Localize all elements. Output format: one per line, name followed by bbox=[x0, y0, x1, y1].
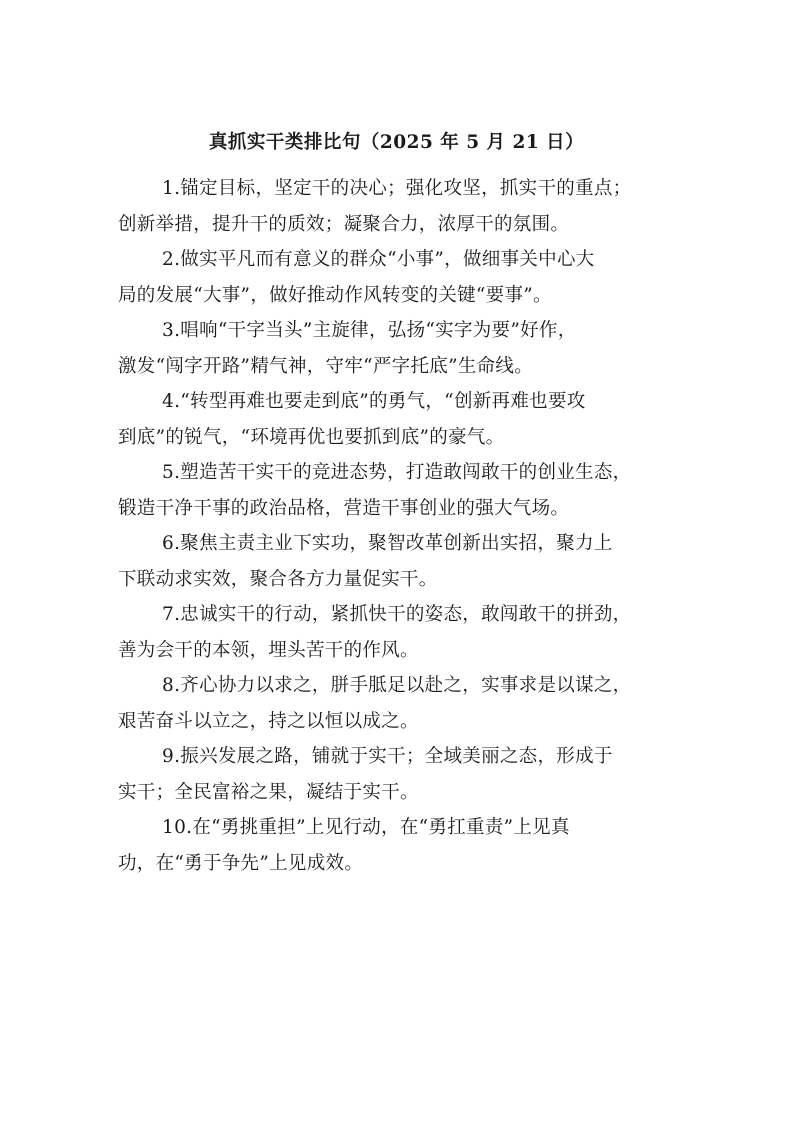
paragraph-number: 9. bbox=[162, 746, 181, 767]
paragraph-number: 1. bbox=[162, 178, 181, 199]
paragraph-3 bbox=[118, 313, 683, 384]
paragraph-number: 8. bbox=[162, 675, 181, 696]
paragraph-number: 4. bbox=[162, 391, 181, 412]
paragraph-text: 忠诚实干的行动，紧抓快干的姿态，敢闯敢干的拼劲， bbox=[180, 604, 632, 625]
paragraph-line bbox=[118, 810, 683, 846]
paragraph-number: 5. bbox=[162, 462, 181, 483]
paragraph-5 bbox=[118, 455, 683, 526]
document-title: 真抓实干类排比句（2025 年 5 月 21 日） bbox=[208, 132, 585, 153]
paragraph-number: 7. bbox=[162, 604, 181, 625]
paragraph-line bbox=[118, 242, 683, 278]
paragraph-text: 塑造苦干实干的竞进态势，打造敢闯敢干的创业生态， bbox=[180, 462, 632, 483]
paragraph-line: 到底”的锐气，“环境再优也要抓到底”的豪气。 bbox=[118, 426, 505, 448]
paragraph-number: 3. bbox=[162, 320, 181, 341]
paragraph-line: 锻造干净干事的政治品格，营造干事创业的强大气场。 bbox=[118, 497, 570, 519]
document-body bbox=[118, 171, 683, 881]
paragraph-line: 善为会干的本领，埋头苦干的作风。 bbox=[118, 639, 419, 661]
paragraph-1 bbox=[118, 171, 683, 242]
paragraph-10 bbox=[118, 810, 683, 881]
paragraph-4 bbox=[118, 384, 683, 455]
paragraph-line: 实干；全民富裕之果，凝结于实干。 bbox=[118, 781, 419, 803]
paragraph-text: 聚焦主责主业下实功，聚智改革创新出实招，聚力上 bbox=[180, 533, 613, 554]
paragraph-text: 在“勇挑重担”上见行动，在“勇扛重责”上见真 bbox=[192, 817, 570, 838]
paragraph-line bbox=[118, 526, 683, 562]
paragraph-line: 下联动求实效，聚合各方力量促实干。 bbox=[118, 568, 438, 590]
paragraph-line: 局的发展“大事”，做好推动作风转变的关键“要事”。 bbox=[118, 284, 552, 306]
paragraph-number: 10. bbox=[162, 817, 193, 838]
paragraph-line bbox=[118, 668, 683, 704]
paragraph-text: 振兴发展之路，铺就于实干；全域美丽之态，形成于 bbox=[180, 746, 613, 767]
paragraph-line bbox=[118, 739, 683, 775]
paragraph-line bbox=[118, 313, 683, 349]
paragraph-line: 创新举措，提升干的质效；凝聚合力，浓厚干的氛围。 bbox=[118, 213, 570, 235]
paragraph-line: 激发“闯字开路”精气神，守牢“严字托底”生命线。 bbox=[118, 355, 534, 377]
paragraph-text: 锚定目标，坚定干的决心；强化攻坚，抓实干的重点； bbox=[180, 178, 632, 199]
paragraph-line bbox=[118, 597, 683, 633]
paragraph-8 bbox=[118, 668, 683, 739]
paragraph-9 bbox=[118, 739, 683, 810]
paragraph-line: 艰苦奋斗以立之，持之以恒以成之。 bbox=[118, 710, 419, 732]
paragraph-7 bbox=[118, 597, 683, 668]
paragraph-6 bbox=[118, 526, 683, 597]
paragraph-text: 齐心协力以求之，胼手胝足以赴之，实事求是以谋之， bbox=[180, 675, 632, 696]
paragraph-2 bbox=[118, 242, 683, 313]
paragraph-text: 做实平凡而有意义的群众“小事”，做细事关中心大 bbox=[180, 249, 595, 270]
paragraph-number: 2. bbox=[162, 249, 181, 270]
paragraph-text: 唱响“干字当头”主旋律，弘扬“实字为要”好作， bbox=[180, 320, 577, 341]
paragraph-line bbox=[118, 455, 683, 491]
paragraph-text: “转型再难也要走到底”的勇气，“创新再难也要攻 bbox=[180, 391, 586, 412]
paragraph-number: 6. bbox=[162, 533, 181, 554]
paragraph-line: 功，在“勇于争先”上见成效。 bbox=[118, 852, 364, 874]
paragraph-line bbox=[118, 384, 683, 420]
paragraph-line bbox=[118, 171, 683, 207]
